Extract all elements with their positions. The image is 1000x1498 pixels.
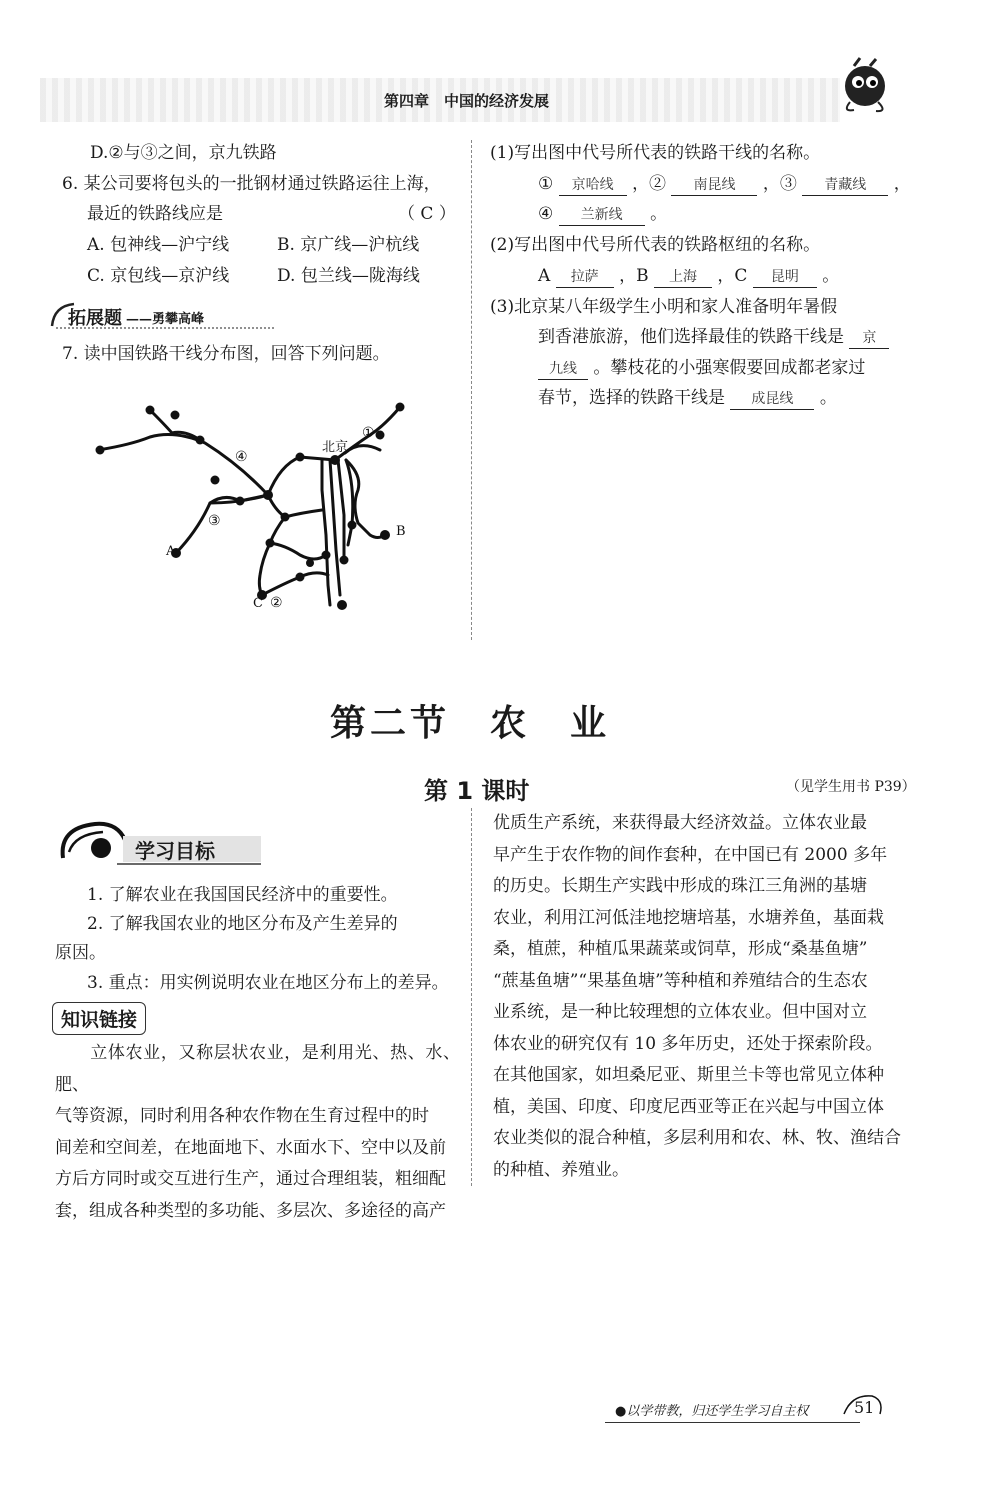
station-dot [376, 431, 385, 440]
answer-sep: ， [893, 174, 911, 194]
hub-c-label: ，C [717, 266, 748, 286]
station-dot [330, 455, 340, 465]
knowledge-right-line: 桑，植蔗，种植瓜果蔬菜或饲草，形成“桑基鱼塘” [493, 939, 868, 959]
station-dot [380, 530, 390, 540]
knowledge-right-line: 在其他国家，如坦桑尼亚、斯里兰卡等也常见立体种 [493, 1065, 884, 1085]
knowledge-right-line: 体农业的研究仅有 10 多年历史，还处于探索阶段。 [493, 1033, 883, 1054]
hub-c-answer: 昆明 [753, 267, 817, 288]
objective-2a: 2. 了解我国农业的地区分布及产生差异的 [87, 914, 398, 934]
knowledge-right-line: 农业，利用江河低洼地挖塘培基，水塘养鱼，基面栽 [493, 907, 884, 928]
knowledge-right-line: 的历史。长期生产实践中形成的珠江三角洲的基塘 [493, 876, 867, 896]
part3-answer-1b: 九线 [538, 359, 588, 380]
lesson-title: 第 1 课时 [424, 777, 530, 805]
q7-part2-stem: (2)写出图中代号所代表的铁路枢纽的名称。 [490, 235, 821, 255]
station-dot [296, 453, 305, 462]
railway-main-a [322, 460, 330, 605]
map-label-a: A [166, 544, 176, 559]
knowledge-left-line: 间差和空间差，在地面地下、水面水下、空中以及前 [55, 1137, 446, 1158]
knowledge-right-line: 植，美国、印度、印度尼西亚等正在兴起与中国立体 [493, 1096, 884, 1117]
reference-note: （见学生用书 P39） [786, 779, 916, 795]
q6-option-c: C. 京包线—京沪线 [87, 266, 230, 286]
q6-stem-2: 最近的铁路线应是 [87, 204, 223, 224]
part3-text: 春节，选择的铁路干线是 [538, 388, 725, 408]
chapter-title: 第四章 中国的经济发展 [384, 92, 550, 110]
mascot-icon [832, 56, 898, 118]
knowledge-right [493, 808, 913, 1186]
q7-part2-answers [538, 261, 839, 291]
footer-slogan: ●以学带教，归还学生学习自主权 [615, 1404, 809, 1419]
answer-3: 青藏线 [802, 175, 888, 196]
station-dot [96, 446, 105, 455]
objectives-label: 学习目标 [135, 839, 215, 863]
map-label-b: B [396, 524, 406, 539]
q6-option-a: A. 包神线—沪宁线 [87, 235, 230, 255]
station-dot [266, 539, 275, 548]
station-dot [236, 497, 245, 506]
railway-south [259, 517, 285, 595]
knowledge-left-line: 气等资源，同时利用各种农作物在生育过程中的时 [55, 1106, 429, 1126]
q6-option-b: B. 京广线—沪杭线 [277, 235, 420, 255]
knowledge-right-line: 早产生于农作物的间作套种，在中国已有 2000 多年 [493, 844, 888, 865]
map-label-c: C [253, 596, 263, 611]
part3-text: 。攀枝花的小强寒假要回成都老家过 [593, 358, 866, 378]
objective-1: 1. 了解农业在我国国民经济中的重要性。 [87, 885, 398, 905]
station-dot [337, 600, 347, 610]
knowledge-left-line: 套，组成各种类型的多功能、多层次、多途径的高产 [55, 1200, 446, 1221]
station-dot [211, 476, 220, 485]
knowledge-left-line: 立体农业，又称层状农业，是利用光、热、水、肥、 [55, 1043, 460, 1095]
railway-sw [270, 543, 326, 559]
column-divider-top [471, 140, 472, 640]
objective-3: 3. 重点：用实例说明农业在地区分布上的差异。 [87, 973, 449, 993]
footer-rule [605, 1422, 860, 1423]
knowledge-right-line: “蔗基鱼塘”“果基鱼塘”等种植和养殖结合的生态农 [493, 970, 868, 991]
hub-b-answer: 上海 [654, 267, 712, 288]
extend-banner [48, 300, 280, 330]
section-title: 第二节 农 业 [330, 703, 611, 744]
station-dot [171, 411, 180, 420]
q7-part3-line3 [538, 353, 865, 383]
station-dot [146, 406, 155, 415]
station-dot [340, 556, 349, 565]
answer-num-3: ，③ [762, 174, 797, 194]
q7-part1-answers-row1 [538, 169, 911, 199]
railway-bj-west [268, 457, 335, 495]
answer-1: 京哈线 [559, 175, 627, 196]
station-dot [263, 490, 273, 500]
q6-stem: 6. 某公司要将包头的一批钢材通过铁路运往上海， [62, 174, 441, 194]
map-label-3: ③ [208, 513, 221, 529]
map-label-2: ② [270, 595, 283, 611]
knowledge-right-line: 农业类似的混合种植，多层利用和农、林、牧、渔结合 [493, 1128, 901, 1148]
map-label-4: ④ [235, 449, 248, 465]
station-dot [396, 403, 405, 412]
railway-main-b [330, 460, 340, 595]
station-dot [306, 559, 314, 567]
map-label-1: ① [362, 425, 375, 441]
page-number: 51 [854, 1398, 875, 1417]
knowledge-left [55, 1038, 460, 1227]
q7-part1-stem: (1)写出图中代号所代表的铁路干线的名称。 [490, 143, 821, 163]
knowledge-right-line: 的种植、养殖业。 [493, 1159, 629, 1180]
railway-line-2 [262, 573, 328, 595]
q6-option-d: D. 包兰线—陇海线 [277, 266, 420, 286]
q7-stem: 7. 读中国铁路干线分布图，回答下列问题。 [62, 344, 390, 364]
hub-b-label: ，B [619, 266, 649, 286]
answer-num-2: ，② [632, 174, 667, 194]
period: 。 [822, 266, 840, 286]
answer-num-1: ① [538, 174, 554, 194]
railway-map [90, 395, 430, 630]
station-dot [196, 436, 205, 445]
q7-part3-line2 [538, 322, 889, 352]
column-divider-bottom [471, 808, 472, 1186]
part3-text: 到香港旅游，他们选择最佳的铁路干线是 [538, 327, 844, 347]
knowledge-right-line: 优质生产系统，来获得最大经济效益。立体农业最 [493, 813, 867, 833]
railway-central [268, 495, 322, 517]
extend-sub: ——勇攀高峰 [126, 312, 205, 327]
option-d-prev: D.②与③之间，京九铁路 [90, 143, 277, 163]
hub-a-answer: 拉萨 [556, 267, 614, 288]
station-dot [348, 521, 357, 530]
station-dot [296, 573, 305, 582]
railway-main-d [346, 460, 353, 545]
objective-2b: 原因。 [55, 943, 106, 963]
q7-part1-answers-row2 [538, 199, 667, 229]
q7-part3-line4 [538, 383, 837, 413]
part3-answer-1a: 京 [849, 328, 889, 349]
station-dot [281, 513, 290, 522]
answer-num-4: ④ [538, 204, 554, 224]
map-label-beijing: 北京 [322, 440, 349, 455]
q6-answer: （ C ） [398, 204, 456, 224]
railway-branch-ne [345, 446, 380, 453]
knowledge-label: 知识链接 [52, 1002, 146, 1035]
answer-2: 南昆线 [671, 175, 757, 196]
answer-4: 兰新线 [559, 205, 645, 226]
railway-main-c [338, 460, 344, 560]
part3-answer-2: 成昆线 [730, 389, 814, 410]
hub-a-label: A [538, 266, 551, 286]
knowledge-left-line: 方后方同时或交互进行生产，通过合理组装，粗细配 [55, 1169, 446, 1189]
extend-label: 拓展题 [68, 308, 122, 329]
objectives-banner [55, 818, 265, 868]
knowledge-right-line: 业系统，是一种比较理想的立体农业。但中国对立 [493, 1002, 867, 1022]
period: 。 [819, 388, 837, 408]
station-dot [322, 551, 331, 560]
period: 。 [650, 204, 668, 224]
q7-part3-line1: (3)北京某八年级学生小明和家人准备明年暑假 [490, 297, 838, 317]
